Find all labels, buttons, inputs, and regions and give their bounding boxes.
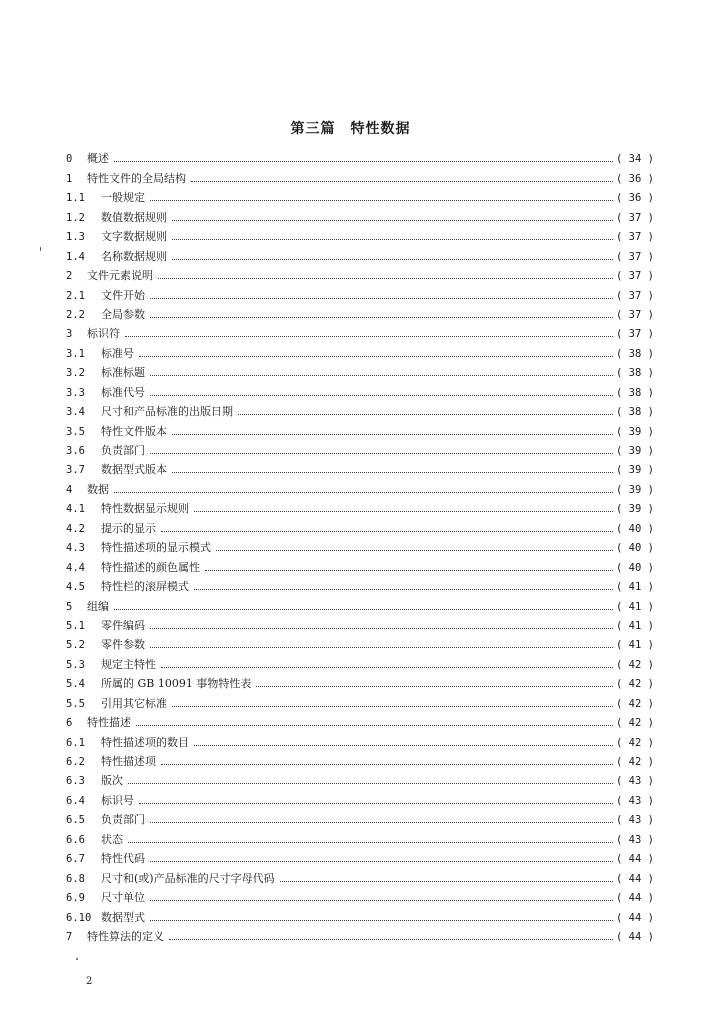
toc-section-title: 所属的 GB 10091 事物特性表: [101, 677, 252, 691]
toc-page-number: ( 40 ): [616, 561, 654, 574]
toc-dot-leader: [172, 471, 613, 473]
toc-entry: [66, 925, 652, 944]
toc-section-number: 3.3: [66, 386, 85, 399]
toc-dot-leader: [161, 530, 613, 532]
toc-section-title: 一般规定: [101, 191, 145, 205]
toc-entry: [66, 166, 652, 185]
toc-section-number: 1.4: [66, 250, 85, 263]
toc-section-number: 4.4: [66, 561, 85, 574]
toc-page-number: ( 41 ): [616, 639, 654, 652]
toc-section-number: 6.3: [66, 775, 85, 788]
toc-dot-leader: [194, 588, 613, 590]
toc-entry: [66, 652, 652, 671]
toc-section-title: 状态: [101, 832, 123, 846]
toc-section-title: 文件开始: [101, 288, 145, 302]
toc-entry: [66, 361, 652, 380]
toc-page-number: ( 43 ): [616, 775, 654, 788]
toc-dot-leader: [150, 821, 613, 823]
toc-section-title: 提示的显示: [101, 521, 156, 535]
toc-dot-leader: [150, 860, 613, 862]
toc-section-number: 2: [66, 270, 73, 283]
toc-entry: [66, 244, 652, 263]
toc-section-number: 3.2: [66, 367, 85, 380]
page-title: 第三篇 特性数据: [290, 121, 411, 137]
toc-section-number: 5.3: [66, 658, 85, 671]
toc-section-title: 尺寸单位: [101, 891, 145, 905]
toc-entry: [66, 439, 652, 458]
toc-page-number: ( 39 ): [616, 483, 654, 496]
toc-section-number: 4.1: [66, 503, 85, 516]
toc-dot-leader: [191, 180, 613, 182]
toc-entry: [66, 400, 652, 419]
toc-page-number: ( 44 ): [616, 911, 654, 924]
toc-section-title: 标识符: [87, 327, 120, 341]
toc-dot-leader: [128, 782, 613, 784]
toc-section-title: 零件编码: [101, 618, 145, 632]
toc-dot-leader: [169, 938, 613, 940]
toc-page-number: ( 42 ): [616, 697, 654, 710]
toc-dot-leader: [194, 510, 613, 512]
toc-section-title: 规定主特性: [101, 657, 156, 671]
toc-section-title: 数据: [87, 482, 109, 496]
toc-entry: [66, 147, 652, 166]
toc-section-number: 6.10: [66, 911, 92, 924]
toc-dot-leader: [158, 277, 613, 279]
toc-dot-leader: [114, 160, 613, 162]
toc-entry: [66, 905, 652, 924]
toc-section-number: 6.1: [66, 736, 85, 749]
toc-page-number: ( 38 ): [616, 386, 654, 399]
toc-entry: [66, 341, 652, 360]
toc-section-title: 版次: [101, 774, 123, 788]
toc-section-title: 尺寸和(或)产品标准的尺寸字母代码: [101, 871, 275, 885]
scan-speck: [76, 958, 78, 960]
toc-section-number: 1: [66, 172, 73, 185]
toc-section-title: 引用其它标准: [101, 696, 167, 710]
toc-section-number: 5: [66, 600, 73, 613]
toc-dot-leader: [172, 238, 613, 240]
toc-entry: [66, 419, 652, 438]
toc-dot-leader: [150, 899, 613, 901]
toc-entry: [66, 750, 652, 769]
toc-page-number: ( 34 ): [616, 153, 654, 166]
toc-page-number: ( 44 ): [616, 872, 654, 885]
toc-section-number: 5.4: [66, 678, 85, 691]
toc-section-title: 特性描述: [87, 716, 131, 730]
toc-page-number: ( 41 ): [616, 619, 654, 632]
toc-entry: [66, 886, 652, 905]
toc-section-number: 6.8: [66, 872, 85, 885]
toc-entry: [66, 866, 652, 885]
toc-section-number: 2.1: [66, 289, 85, 302]
toc-entry: [66, 691, 652, 710]
toc-entry: [66, 477, 652, 496]
toc-section-number: 4.2: [66, 522, 85, 535]
toc-page-number: ( 37 ): [616, 231, 654, 244]
toc-section-title: 尺寸和产品标准的出版日期: [101, 405, 233, 419]
toc-dot-leader: [194, 744, 613, 746]
toc-section-title: 组编: [87, 599, 109, 613]
toc-section-title: 概述: [87, 152, 109, 166]
toc-entry: [66, 283, 652, 302]
toc-entry: [66, 788, 652, 807]
toc-dot-leader: [125, 335, 613, 337]
toc-entry: [66, 264, 652, 283]
toc-section-number: 6.2: [66, 756, 85, 768]
toc-section-number: 5.2: [66, 639, 85, 652]
toc-entry: [66, 497, 652, 516]
toc-entry: [66, 555, 652, 574]
toc-dot-leader: [150, 919, 613, 921]
toc-section-title: 特性文件的全局结构: [87, 171, 186, 185]
toc-section-number: 3.4: [66, 406, 85, 419]
toc-dot-leader: [150, 297, 613, 299]
toc-page-number: ( 39 ): [616, 445, 654, 457]
toc-dot-leader: [139, 802, 613, 804]
toc-page-number: ( 40 ): [616, 522, 654, 535]
toc-section-number: 6.7: [66, 853, 85, 866]
toc-dot-leader: [161, 666, 613, 668]
toc-page-number: ( 43 ): [616, 794, 654, 807]
toc-section-number: 0: [66, 153, 73, 166]
toc-dot-leader: [161, 763, 613, 765]
toc-section-number: 4.3: [66, 542, 85, 555]
toc-page-number: ( 42 ): [616, 678, 654, 691]
toc-dot-leader: [150, 199, 613, 201]
toc-section-title: 文字数据规则: [101, 230, 167, 244]
table-of-contents: [66, 147, 652, 944]
toc-section-number: 5.5: [66, 697, 85, 710]
toc-page-number: ( 42 ): [616, 736, 654, 749]
toc-section-title: 全局参数: [101, 307, 145, 321]
toc-page-number: ( 37 ): [616, 308, 654, 321]
toc-page-number: ( 42 ): [616, 658, 654, 671]
toc-dot-leader: [238, 413, 613, 415]
toc-section-title: 数据型式版本: [101, 463, 167, 477]
toc-entry: [66, 536, 652, 555]
toc-section-title: 特性描述项: [101, 755, 156, 768]
toc-entry: [66, 730, 652, 749]
toc-entry: [66, 711, 652, 730]
toc-dot-leader: [256, 685, 613, 687]
toc-page-number: ( 43 ): [616, 833, 654, 846]
page-number: 2: [86, 976, 93, 987]
toc-dot-leader: [280, 880, 613, 882]
toc-section-number: 1.2: [66, 211, 85, 224]
toc-section-number: 1.1: [66, 192, 85, 205]
toc-entry: [66, 633, 652, 652]
toc-entry: [66, 594, 652, 613]
toc-page-number: ( 44 ): [616, 853, 654, 866]
toc-page-number: ( 37 ): [616, 270, 654, 283]
toc-section-number: 6.4: [66, 794, 85, 807]
toc-dot-leader: [216, 549, 613, 551]
scan-speck: [40, 247, 41, 251]
toc-page-number: ( 36 ): [616, 192, 654, 205]
toc-entry: [66, 186, 652, 205]
toc-dot-leader: [172, 219, 613, 221]
toc-section-title: 特性描述项的数目: [101, 735, 189, 749]
toc-section-title: 标准代号: [101, 385, 145, 399]
toc-page-number: ( 44 ): [616, 892, 654, 905]
toc-section-number: 3.5: [66, 425, 85, 438]
toc-page-number: ( 36 ): [616, 172, 654, 185]
toc-section-title: 特性文件版本: [101, 424, 167, 438]
toc-page-number: ( 37 ): [616, 250, 654, 263]
toc-section-number: 6: [66, 717, 73, 730]
toc-page-number: ( 37 ): [616, 328, 654, 341]
toc-dot-leader: [150, 316, 613, 318]
toc-entry: [66, 516, 652, 535]
toc-section-title: 特性描述项的显示模式: [101, 541, 211, 555]
toc-dot-leader: [136, 724, 613, 726]
toc-entry: [66, 205, 652, 224]
toc-entry: [66, 575, 652, 594]
toc-dot-leader: [150, 374, 613, 376]
toc-entry: [66, 769, 652, 788]
toc-section-title: 负责部门: [101, 444, 145, 457]
toc-section-title: 特性数据显示规则: [101, 502, 189, 516]
toc-section-number: 3.1: [66, 347, 85, 360]
toc-section-title: 特性描述的颜色属性: [101, 560, 200, 574]
toc-page-number: ( 39 ): [616, 503, 654, 516]
toc-section-title: 特性算法的定义: [87, 929, 164, 943]
toc-entry: [66, 322, 652, 341]
toc-entry: [66, 827, 652, 846]
toc-section-number: 6.9: [66, 892, 85, 905]
toc-section-title: 零件参数: [101, 638, 145, 652]
toc-dot-leader: [172, 433, 613, 435]
toc-dot-leader: [114, 608, 613, 610]
toc-section-title: 特性栏的滚屏模式: [101, 580, 189, 594]
toc-section-number: 4.5: [66, 581, 85, 594]
toc-dot-leader: [150, 394, 613, 396]
toc-entry: [66, 808, 652, 827]
toc-dot-leader: [114, 491, 613, 493]
toc-page-number: ( 41 ): [616, 581, 654, 594]
toc-page-number: ( 40 ): [616, 542, 654, 555]
toc-page-number: ( 38 ): [616, 406, 654, 419]
toc-entry: [66, 380, 652, 399]
toc-section-number: 3.7: [66, 464, 85, 477]
toc-dot-leader: [150, 452, 613, 454]
toc-section-title: 名称数据规则: [101, 249, 167, 263]
toc-page-number: ( 42 ): [616, 756, 654, 768]
toc-page-number: ( 42 ): [616, 717, 654, 730]
toc-page-number: ( 44 ): [616, 930, 654, 943]
toc-section-title: 特性代码: [101, 852, 145, 866]
toc-section-number: 4: [66, 483, 73, 496]
toc-section-title: 标识号: [101, 793, 134, 807]
toc-section-title: 标准号: [101, 346, 134, 360]
toc-page-number: ( 39 ): [616, 464, 654, 477]
toc-entry: [66, 225, 652, 244]
toc-section-title: 数据型式: [101, 910, 145, 924]
toc-dot-leader: [150, 646, 613, 648]
toc-page-number: ( 39 ): [616, 425, 654, 438]
toc-page-number: ( 37 ): [616, 211, 654, 224]
toc-page-number: ( 38 ): [616, 347, 654, 360]
toc-entry: [66, 847, 652, 866]
toc-section-title: 标准标题: [101, 366, 145, 380]
toc-dot-leader: [128, 841, 613, 843]
toc-dot-leader: [205, 569, 613, 571]
toc-section-title: 负责部门: [101, 813, 145, 827]
toc-entry: [66, 458, 652, 477]
toc-section-number: 2.2: [66, 308, 85, 321]
toc-dot-leader: [150, 627, 613, 629]
toc-entry: [66, 303, 652, 322]
toc-dot-leader: [172, 705, 613, 707]
toc-page-number: ( 38 ): [616, 367, 654, 380]
toc-section-number: 3.6: [66, 445, 85, 457]
toc-entry: [66, 614, 652, 633]
toc-section-title: 数值数据规则: [101, 210, 167, 224]
toc-section-number: 1.3: [66, 231, 85, 244]
toc-section-number: 7: [66, 930, 73, 943]
toc-dot-leader: [139, 355, 613, 357]
toc-section-number: 6.5: [66, 814, 85, 827]
toc-page-number: ( 37 ): [616, 289, 654, 302]
toc-page-number: ( 43 ): [616, 814, 654, 827]
toc-section-title: 文件元素说明: [87, 269, 153, 283]
toc-section-number: 6.6: [66, 833, 85, 846]
toc-page-number: ( 41 ): [616, 600, 654, 613]
toc-section-number: 5.1: [66, 619, 85, 632]
toc-entry: [66, 672, 652, 691]
toc-dot-leader: [172, 258, 613, 260]
toc-section-number: 3: [66, 328, 73, 341]
